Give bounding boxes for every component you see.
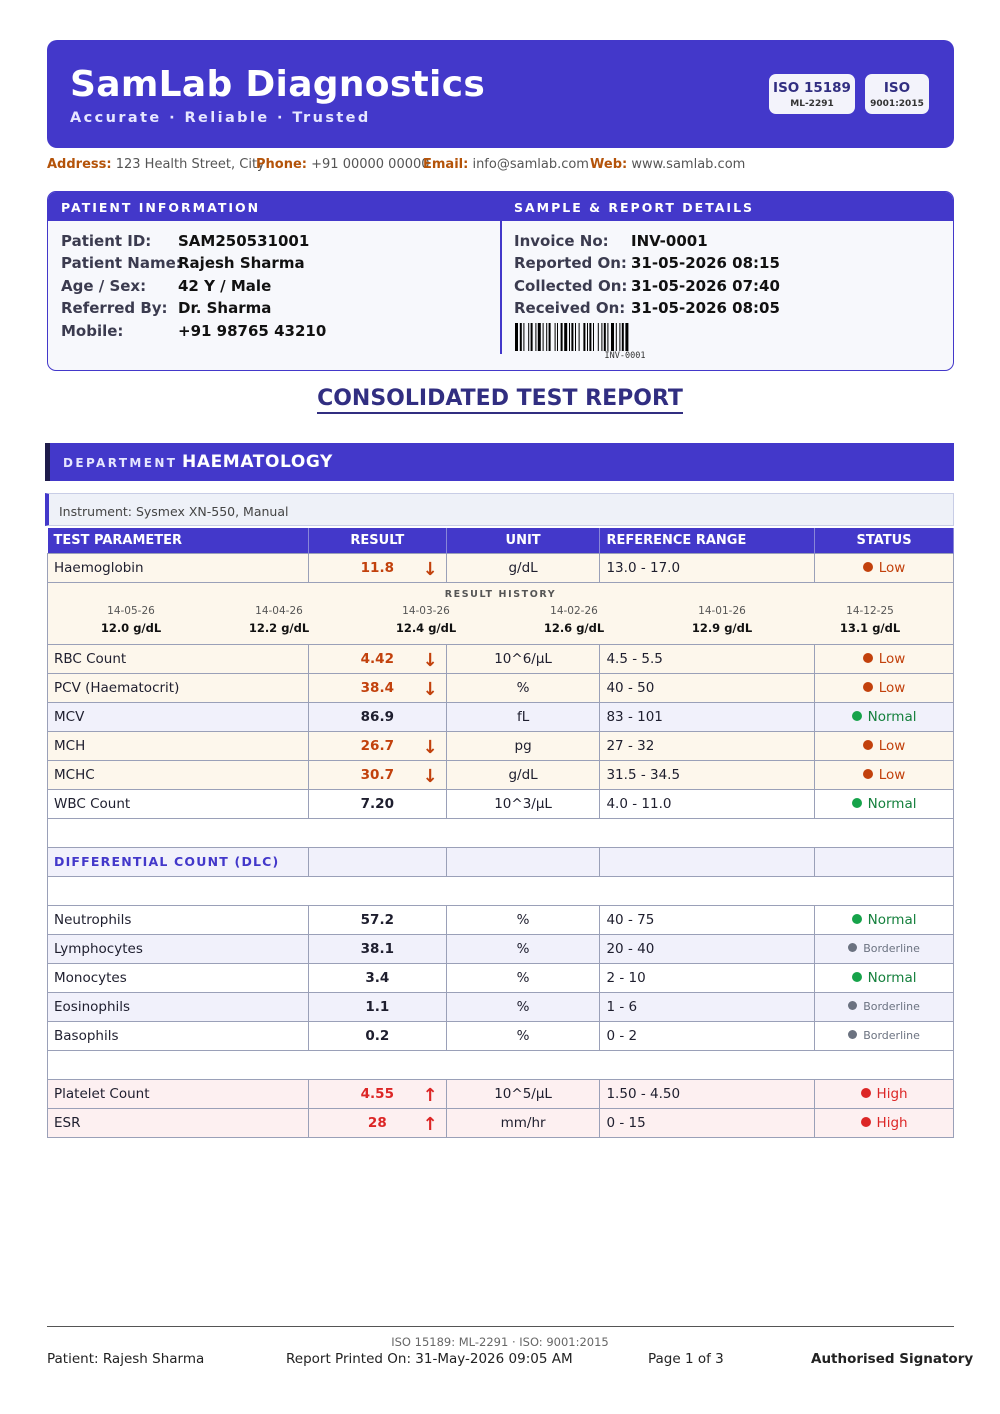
history-date: 14-02-26 bbox=[550, 604, 598, 617]
spacer-cell bbox=[48, 818, 954, 847]
unit: % bbox=[446, 673, 600, 702]
reference-range: 4.5 - 5.5 bbox=[600, 644, 815, 673]
status-cell bbox=[815, 1021, 954, 1050]
history-date: 14-05-26 bbox=[107, 604, 155, 617]
test-parameter: RBC Count bbox=[48, 644, 309, 673]
patient-info-heading: PATIENT INFORMATION bbox=[61, 200, 261, 215]
test-parameter: MCV bbox=[48, 702, 309, 731]
result-cell bbox=[308, 702, 446, 731]
status-cell bbox=[815, 1079, 954, 1108]
history-value: 12.4 g/dL bbox=[395, 620, 457, 635]
unit: % bbox=[446, 934, 600, 963]
result-value: 38.1 bbox=[360, 940, 394, 957]
arrow-down-icon: ↓ bbox=[422, 649, 438, 671]
history-item bbox=[214, 605, 344, 635]
row-spacer bbox=[48, 876, 954, 905]
info-label: Referred By: bbox=[61, 299, 168, 318]
row-spacer bbox=[48, 1050, 954, 1079]
header-result: RESULT bbox=[308, 528, 446, 553]
table-row bbox=[48, 1108, 954, 1137]
history-value: 12.2 g/dL bbox=[248, 620, 310, 635]
status-cell bbox=[815, 673, 954, 702]
test-parameter: Basophils bbox=[48, 1021, 309, 1050]
result-cell bbox=[308, 992, 446, 1021]
result-cell bbox=[308, 1021, 446, 1050]
history-value: 13.1 g/dL bbox=[839, 620, 901, 635]
row-spacer bbox=[48, 818, 954, 847]
address bbox=[47, 157, 265, 172]
report-title-text: CONSOLIDATED TEST REPORT bbox=[317, 386, 683, 414]
info-label: Age / Sex: bbox=[61, 276, 147, 295]
table-header-row bbox=[48, 528, 954, 553]
web bbox=[590, 157, 745, 172]
result-value: 38.4 bbox=[360, 679, 394, 696]
iso-9001-badge bbox=[865, 74, 929, 114]
result-cell bbox=[308, 644, 446, 673]
result-value: 11.8 bbox=[360, 559, 394, 576]
patient-sample-info-box bbox=[47, 191, 954, 371]
department-bar bbox=[45, 443, 954, 481]
footer-iso-text: ISO 15189: ML-2291 · ISO: 9001:2015 bbox=[391, 1335, 609, 1349]
history-date: 14-12-25 bbox=[846, 604, 894, 617]
test-parameter: PCV (Haematocrit) bbox=[48, 673, 309, 702]
status-badge: Borderline bbox=[863, 1000, 920, 1013]
test-parameter: Platelet Count bbox=[48, 1079, 309, 1108]
footer-divider bbox=[47, 1326, 954, 1327]
unit: g/dL bbox=[446, 553, 600, 582]
info-label: Patient Name: bbox=[61, 254, 182, 273]
result-cell bbox=[308, 789, 446, 818]
result-cell bbox=[308, 760, 446, 789]
email-value[interactable]: info@samlab.com bbox=[472, 157, 589, 172]
result-value: 1.1 bbox=[365, 998, 390, 1015]
unit: 10^3/µL bbox=[446, 789, 600, 818]
history-item bbox=[657, 605, 787, 635]
info-value: Dr. Sharma bbox=[178, 299, 272, 318]
barcode-image bbox=[515, 323, 735, 351]
web-label: Web: bbox=[590, 157, 628, 172]
spacer-cell bbox=[48, 876, 954, 905]
dlc-title-cell bbox=[48, 847, 309, 876]
footer-printed-on: Report Printed On: 31-May-2026 09:05 AM bbox=[286, 1351, 573, 1367]
test-parameter: Eosinophils bbox=[48, 992, 309, 1021]
status-cell bbox=[815, 1108, 954, 1137]
result-history-title: RESULT HISTORY bbox=[444, 588, 557, 600]
table-row bbox=[48, 789, 954, 818]
reference-range: 31.5 - 34.5 bbox=[600, 760, 815, 789]
table-row bbox=[48, 963, 954, 992]
reference-range: 27 - 32 bbox=[600, 731, 815, 760]
result-value: 57.2 bbox=[360, 911, 394, 928]
status-dot-icon bbox=[848, 1030, 857, 1039]
status-badge: Normal bbox=[867, 969, 917, 986]
history-value: 12.9 g/dL bbox=[691, 620, 753, 635]
empty-cell bbox=[815, 847, 954, 876]
unit: % bbox=[446, 905, 600, 934]
address-label: Address: bbox=[47, 157, 112, 172]
table-row bbox=[48, 1079, 954, 1108]
status-badge: Borderline bbox=[863, 1029, 920, 1042]
status-badge: Normal bbox=[867, 795, 917, 812]
result-value: 86.9 bbox=[360, 708, 394, 725]
test-parameter: Neutrophils bbox=[48, 905, 309, 934]
arrow-down-icon: ↓ bbox=[422, 736, 438, 758]
result-cell bbox=[308, 553, 446, 582]
status-cell bbox=[815, 992, 954, 1021]
lab-name: SamLab Diagnostics bbox=[70, 64, 486, 105]
lab-header bbox=[47, 40, 954, 148]
badge-sub: 9001:2015 bbox=[870, 99, 924, 109]
result-value: 28 bbox=[367, 1114, 387, 1131]
arrow-down-icon: ↓ bbox=[422, 765, 438, 787]
iso-15189-badge bbox=[769, 74, 855, 114]
reference-range: 0 - 2 bbox=[600, 1021, 815, 1050]
reference-range: 13.0 - 17.0 bbox=[600, 553, 815, 582]
sample-details-heading: SAMPLE & REPORT DETAILS bbox=[514, 200, 755, 215]
result-value: 7.20 bbox=[360, 795, 394, 812]
badge-title: ISO bbox=[883, 80, 911, 96]
status-cell bbox=[815, 760, 954, 789]
status-cell bbox=[815, 553, 954, 582]
department-name: HAEMATOLOGY bbox=[182, 452, 333, 472]
result-value: 3.4 bbox=[365, 969, 390, 986]
footer-patient: Patient: Rajesh Sharma bbox=[47, 1351, 205, 1367]
info-value: INV-0001 bbox=[631, 232, 708, 250]
table-row bbox=[48, 673, 954, 702]
history-item bbox=[805, 605, 935, 635]
dlc-section-row bbox=[48, 847, 954, 876]
result-value: 4.55 bbox=[360, 1085, 394, 1102]
status-cell bbox=[815, 644, 954, 673]
unit: mm/hr bbox=[446, 1108, 600, 1137]
history-date: 14-04-26 bbox=[255, 604, 303, 617]
result-value: 30.7 bbox=[360, 766, 394, 783]
test-parameter: Haemoglobin bbox=[48, 553, 309, 582]
status-dot-icon bbox=[848, 943, 857, 952]
empty-cell bbox=[308, 847, 446, 876]
email bbox=[423, 157, 589, 172]
status-cell bbox=[815, 905, 954, 934]
table-row bbox=[48, 731, 954, 760]
reference-range: 4.0 - 11.0 bbox=[600, 789, 815, 818]
result-cell bbox=[308, 731, 446, 760]
status-badge: High bbox=[876, 1085, 908, 1102]
address-value: 123 Health Street, City bbox=[115, 157, 265, 172]
info-label: Collected On: bbox=[514, 276, 628, 295]
result-value: 0.2 bbox=[365, 1027, 390, 1044]
arrow-down-icon: ↓ bbox=[422, 558, 438, 580]
unit: g/dL bbox=[446, 760, 600, 789]
status-cell bbox=[815, 934, 954, 963]
info-label: Received On: bbox=[514, 299, 626, 318]
phone-value: +91 00000 00000 bbox=[311, 157, 430, 172]
test-parameter: MCH bbox=[48, 731, 309, 760]
badge-title: ISO 15189 bbox=[773, 80, 851, 96]
phone-label: Phone: bbox=[256, 157, 307, 172]
result-history-row bbox=[48, 582, 954, 644]
arrow-down-icon: ↓ bbox=[422, 678, 438, 700]
status-cell bbox=[815, 731, 954, 760]
info-label: Reported On: bbox=[514, 254, 627, 273]
lab-tagline: Accurate · Reliable · Trusted bbox=[70, 110, 371, 126]
info-value: 31-05-2026 08:05 bbox=[631, 299, 780, 318]
info-value: +91 98765 43210 bbox=[178, 321, 327, 340]
history-item bbox=[66, 605, 196, 635]
table-row bbox=[48, 644, 954, 673]
status-cell bbox=[815, 702, 954, 731]
test-parameter: MCHC bbox=[48, 760, 309, 789]
status-dot-icon bbox=[852, 914, 862, 924]
status-badge: Low bbox=[878, 650, 906, 667]
footer-page-number: Page 1 of 3 bbox=[648, 1351, 724, 1367]
status-dot-icon bbox=[852, 972, 862, 982]
status-dot-icon bbox=[852, 711, 862, 721]
status-dot-icon bbox=[863, 769, 873, 779]
result-value: 4.42 bbox=[360, 650, 394, 667]
test-parameter: Lymphocytes bbox=[48, 934, 309, 963]
status-badge: Normal bbox=[867, 708, 917, 725]
test-parameter: Monocytes bbox=[48, 963, 309, 992]
reference-range: 20 - 40 bbox=[600, 934, 815, 963]
result-cell bbox=[308, 905, 446, 934]
history-value: 12.0 g/dL bbox=[100, 620, 162, 635]
info-divider bbox=[500, 192, 502, 354]
department-label: DEPARTMENT bbox=[63, 456, 178, 470]
web-value[interactable]: www.samlab.com bbox=[631, 157, 746, 172]
status-badge: High bbox=[876, 1114, 908, 1131]
status-cell bbox=[815, 789, 954, 818]
result-cell bbox=[308, 673, 446, 702]
email-label: Email: bbox=[423, 157, 469, 172]
status-badge: Low bbox=[878, 737, 906, 754]
unit: pg bbox=[446, 731, 600, 760]
report-title bbox=[0, 386, 1000, 411]
info-label: Invoice No: bbox=[514, 232, 609, 250]
result-history bbox=[48, 582, 954, 644]
info-value: SAM250531001 bbox=[178, 232, 310, 250]
footer-signatory: Authorised Signatory bbox=[811, 1351, 974, 1367]
result-cell bbox=[308, 1108, 446, 1137]
empty-cell bbox=[600, 847, 815, 876]
spacer-cell bbox=[48, 1050, 954, 1079]
info-value: 31-05-2026 08:15 bbox=[631, 254, 780, 273]
results-table bbox=[47, 528, 954, 1138]
header-unit: UNIT bbox=[446, 528, 600, 553]
result-cell bbox=[308, 934, 446, 963]
table-row bbox=[48, 905, 954, 934]
phone bbox=[256, 157, 430, 172]
instrument-note: Instrument: Sysmex XN-550, Manual bbox=[45, 493, 954, 526]
unit: % bbox=[446, 1021, 600, 1050]
info-value: 42 Y / Male bbox=[178, 276, 272, 295]
history-item bbox=[509, 605, 639, 635]
status-dot-icon bbox=[852, 798, 862, 808]
reference-range: 2 - 10 bbox=[600, 963, 815, 992]
test-parameter: ESR bbox=[48, 1108, 309, 1137]
status-dot-icon bbox=[863, 740, 873, 750]
status-dot-icon bbox=[861, 1117, 871, 1127]
result-cell bbox=[308, 1079, 446, 1108]
reference-range: 1 - 6 bbox=[600, 992, 815, 1021]
reference-range: 0 - 15 bbox=[600, 1108, 815, 1137]
status-badge: Low bbox=[878, 766, 906, 783]
reference-range: 83 - 101 bbox=[600, 702, 815, 731]
status-badge: Borderline bbox=[863, 942, 920, 955]
status-badge: Low bbox=[878, 559, 906, 576]
table-row bbox=[48, 1021, 954, 1050]
unit: 10^5/µL bbox=[446, 1079, 600, 1108]
status-dot-icon bbox=[863, 562, 873, 572]
arrow-up-icon: ↑ bbox=[422, 1113, 438, 1135]
header-status: STATUS bbox=[815, 528, 954, 553]
history-date: 14-01-26 bbox=[698, 604, 746, 617]
table-row bbox=[48, 760, 954, 789]
unit: % bbox=[446, 992, 600, 1021]
table-row bbox=[48, 992, 954, 1021]
history-value: 12.6 g/dL bbox=[543, 620, 605, 635]
unit: fL bbox=[446, 702, 600, 731]
info-value: Rajesh Sharma bbox=[178, 254, 305, 273]
info-label: Patient ID: bbox=[61, 232, 152, 250]
table-row bbox=[48, 934, 954, 963]
test-parameter: WBC Count bbox=[48, 789, 309, 818]
table-row bbox=[48, 702, 954, 731]
history-item bbox=[361, 605, 491, 635]
header-reference-range: REFERENCE RANGE bbox=[600, 528, 815, 553]
reference-range: 40 - 75 bbox=[600, 905, 815, 934]
barcode-text: INV-0001 bbox=[604, 351, 646, 361]
empty-cell bbox=[446, 847, 600, 876]
unit: 10^6/µL bbox=[446, 644, 600, 673]
status-dot-icon bbox=[863, 682, 873, 692]
status-cell bbox=[815, 963, 954, 992]
reference-range: 1.50 - 4.50 bbox=[600, 1079, 815, 1108]
unit: % bbox=[446, 963, 600, 992]
result-value: 26.7 bbox=[360, 737, 394, 754]
badge-sub: ML-2291 bbox=[790, 99, 834, 109]
info-value: 31-05-2026 07:40 bbox=[631, 276, 780, 295]
status-badge: Low bbox=[878, 679, 906, 696]
arrow-up-icon: ↑ bbox=[422, 1084, 438, 1106]
header-test-parameter: TEST PARAMETER bbox=[48, 528, 309, 553]
status-badge: Normal bbox=[867, 911, 917, 928]
history-date: 14-03-26 bbox=[402, 604, 450, 617]
table-row bbox=[48, 553, 954, 582]
status-dot-icon bbox=[863, 653, 873, 663]
dlc-section-title: DIFFERENTIAL COUNT (DLC) bbox=[54, 853, 280, 869]
info-label: Mobile: bbox=[61, 321, 124, 340]
status-dot-icon bbox=[861, 1088, 871, 1098]
result-cell bbox=[308, 963, 446, 992]
status-dot-icon bbox=[848, 1001, 857, 1010]
reference-range: 40 - 50 bbox=[600, 673, 815, 702]
